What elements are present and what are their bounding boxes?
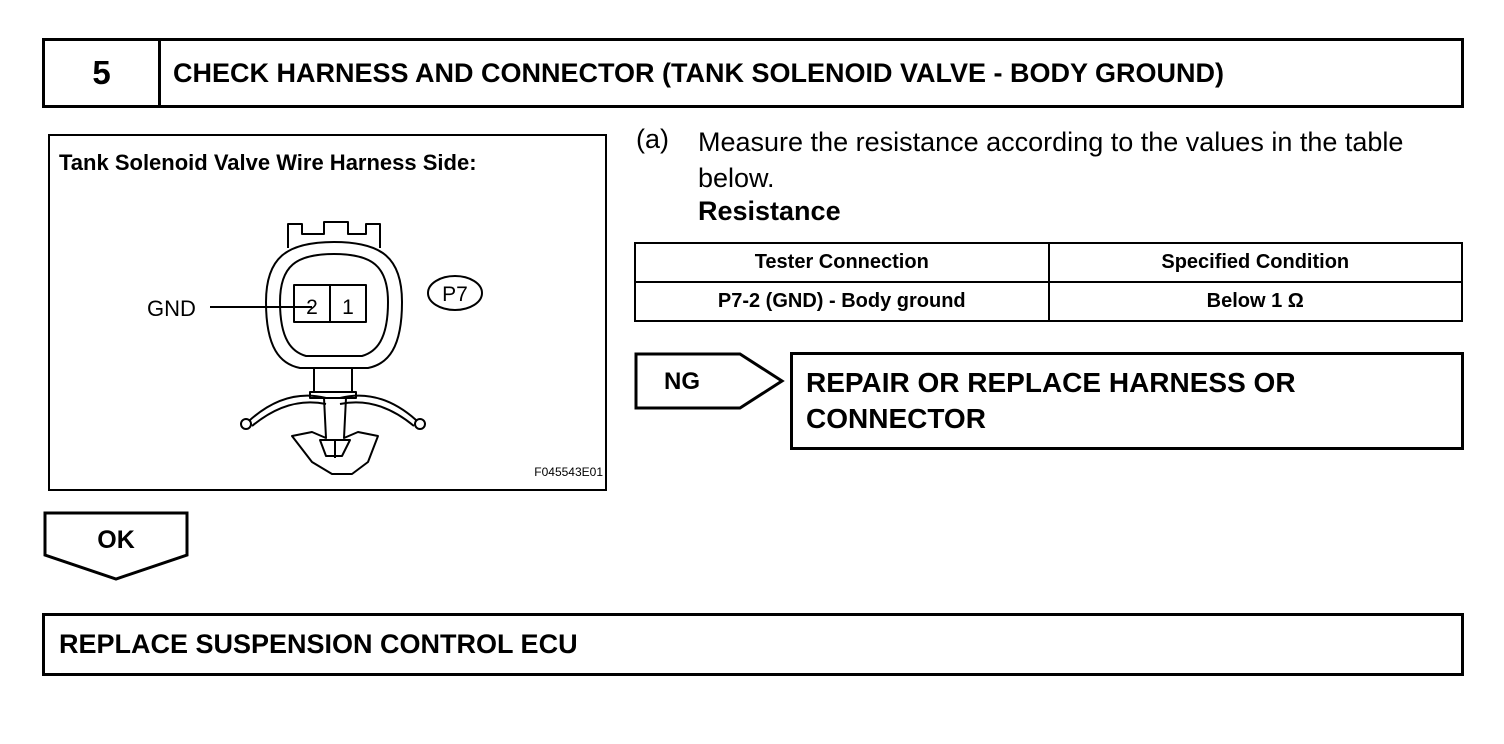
step-header	[42, 38, 1464, 108]
connector-latch	[288, 222, 380, 248]
ng-arrow	[634, 352, 786, 410]
ng-label: NG	[664, 368, 700, 395]
table-header-cell: Tester Connection	[635, 243, 1049, 282]
step-title: CHECK HARNESS AND CONNECTOR (TANK SOLENOID VALVE - BODY GROUND)	[173, 57, 1225, 88]
pin-1-label: 1	[342, 296, 354, 319]
final-action-box: REPLACE SUSPENSION CONTROL ECU	[42, 613, 1464, 676]
resistance-table	[634, 242, 1463, 322]
instruction-letter: (a)	[636, 124, 669, 154]
connector-diagram	[50, 136, 609, 493]
figure-code: F045543E01	[534, 465, 603, 479]
table-row	[635, 282, 1462, 321]
ng-action-box: REPAIR OR REPLACE HARNESS OR CONNECTOR	[790, 352, 1464, 450]
instruction-text: Measure the resistance according to the values in the table below.	[698, 127, 1404, 193]
table-header-row	[635, 243, 1462, 282]
table-cell: P7-2 (GND) - Body ground	[635, 282, 1049, 321]
pin-2-label: 2	[306, 296, 318, 319]
table-cell: Below 1 Ω	[1049, 282, 1463, 321]
connector-body-outer	[266, 242, 402, 368]
connector-id-label: P7	[442, 283, 468, 306]
ok-label: OK	[97, 526, 135, 554]
connector-illustration	[48, 134, 607, 491]
illustration-title: Tank Solenoid Valve Wire Harness Side:	[59, 150, 477, 175]
table-header-cell: Specified Condition	[1049, 243, 1463, 282]
gnd-label: GND	[147, 296, 196, 321]
ok-arrow	[43, 511, 191, 583]
step-number: 5	[45, 41, 161, 105]
resistance-label: Resistance	[698, 196, 841, 226]
connector-body-inner	[280, 254, 388, 356]
